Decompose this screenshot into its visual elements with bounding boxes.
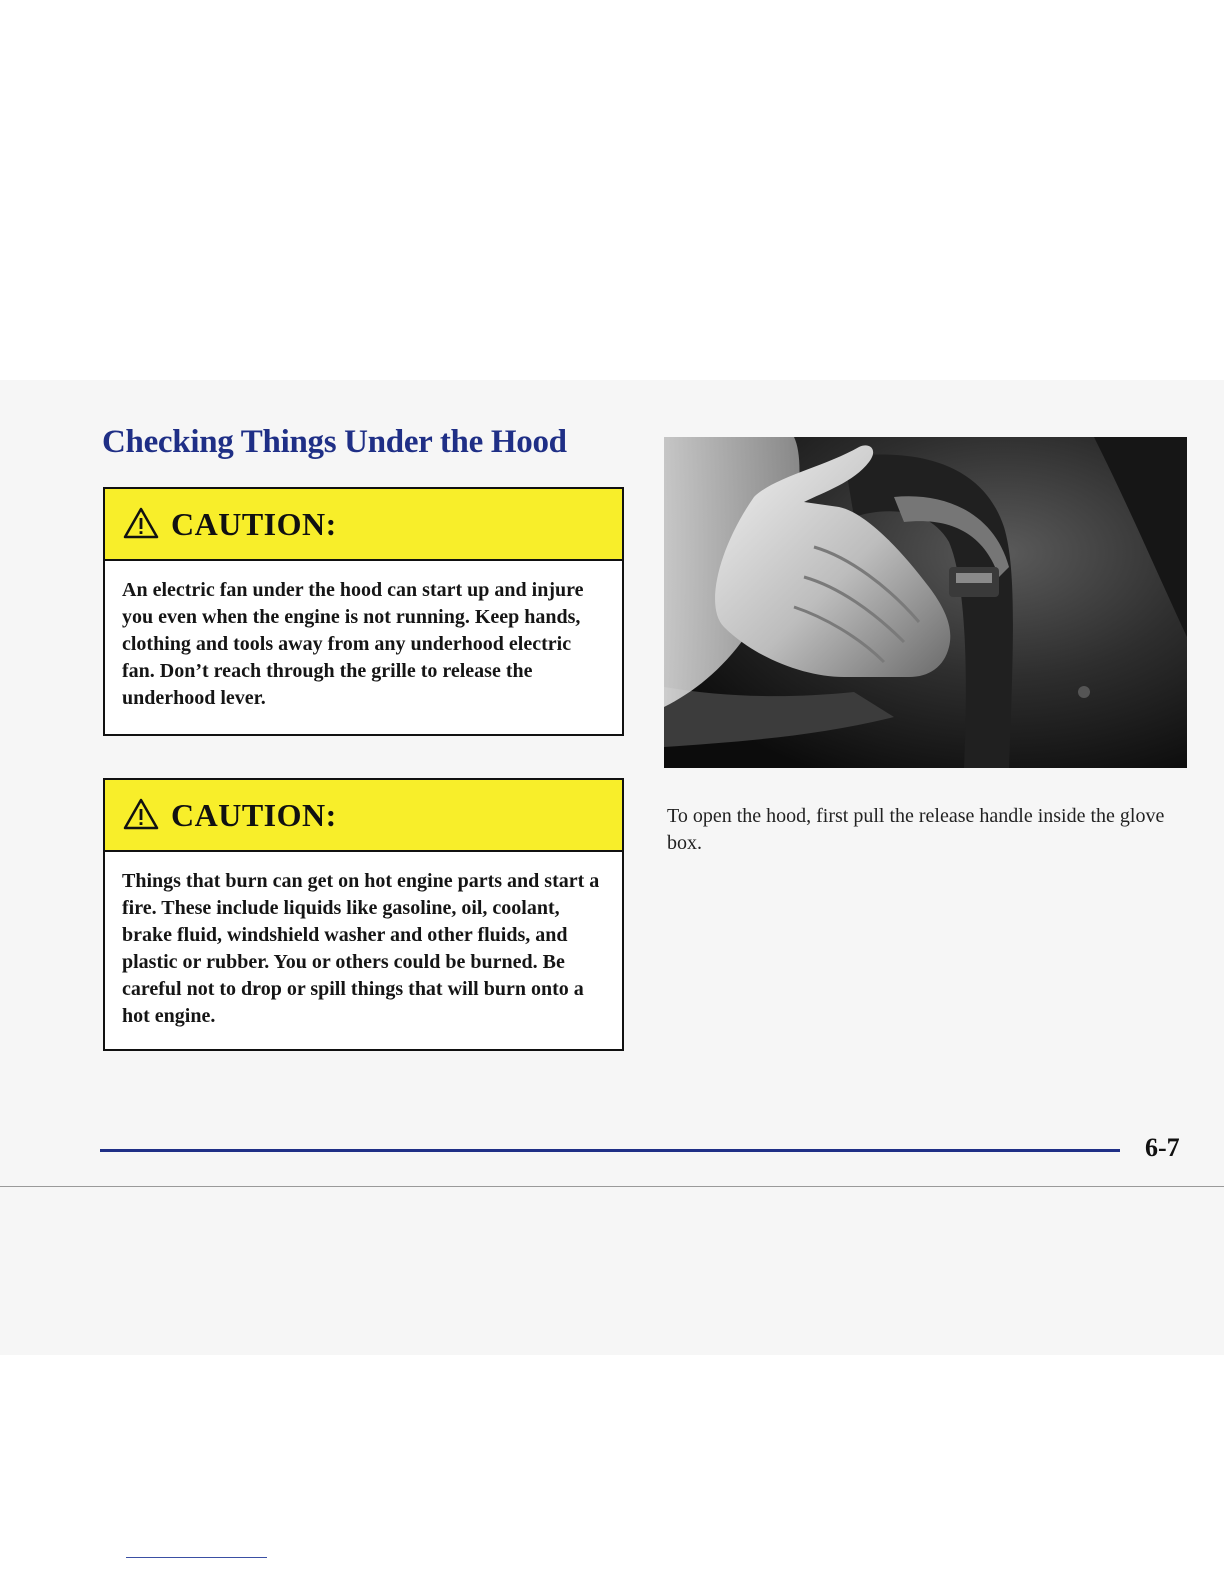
page-title: Checking Things Under the Hood [102, 424, 567, 460]
caution-label: CAUTION: [171, 505, 337, 542]
caution-header [105, 489, 622, 561]
caution-text: Things that burn can get on hot engine parts and start a fire. These include liquids like gasoline, oil, coolant, brake fluid, windshield washer and other fluids, and plastic or rubber. You or others could be burned. Be careful not to drop or spill things that will burn onto a hot engine. [122, 870, 600, 1027]
footer-rule [100, 1149, 1120, 1152]
caution-label: CAUTION: [171, 796, 337, 833]
page-number: 6-7 [1145, 1133, 1180, 1162]
photo-caption: To open the hood, first pull the release handle inside the glove box. [667, 805, 1165, 854]
bottom-rule [126, 1557, 267, 1558]
scan-edge-line [0, 1186, 1224, 1187]
caution-box-fan [103, 487, 624, 736]
caution-text: An electric fan under the hood can start up and injure you even when the engine is not running. Keep hands, clothing and tools away from any underhood electric fan. Don’t reach through the grille to release the underhood lever. [122, 579, 584, 709]
warning-triangle-icon [123, 798, 159, 830]
caution-box-fire [103, 778, 624, 1051]
warning-triangle-icon [123, 507, 159, 539]
hood-release-photo [664, 437, 1187, 768]
caution-header [105, 780, 622, 852]
